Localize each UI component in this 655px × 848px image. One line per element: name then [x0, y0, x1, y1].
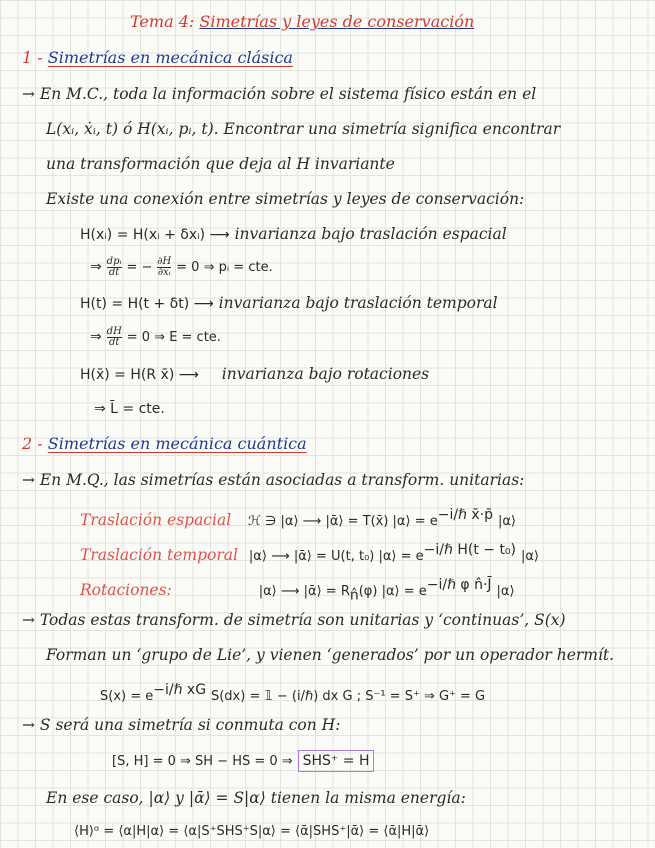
- equation-line: ⟨H⟩ᵅ = ⟨α|H|α⟩ = ⟨α|S⁺SHS⁺S|α⟩ = ⟨ᾱ|SHS⁺|ᾱ⟩ = ⟨ᾱ|H|ᾱ⟩: [74, 824, 430, 839]
- text-line: L(xᵢ, ẋᵢ, t) ó H(xᵢ, pᵢ, t). Encontrar una simetría significa encontrar: [46, 120, 561, 138]
- text-line: Forman un ‘grupo de Lie’, y vienen ‘generados’ por un operador hermít.: [46, 646, 615, 664]
- title-label: Tema 4:: [130, 12, 195, 31]
- text-line: → S será una simetría si conmuta con H:: [22, 716, 341, 734]
- text-line: → En M.C., toda la información sobre el sistema físico están en el: [22, 85, 537, 103]
- page-title: [130, 12, 474, 32]
- equation-line: [S, H] = 0 ⇒ SH − HS = 0 ⇒ SHS⁺ = H: [112, 750, 374, 772]
- text-line: → Todas estas transform. de simetría son unitarias y ‘continuas’, S(x): [22, 611, 566, 629]
- highlight-box: SHS⁺ = H: [298, 750, 375, 772]
- title-text: Simetrías y leyes de conservación: [199, 12, 475, 31]
- equation-line: Traslación espacial ℋ ∋ |α⟩ ⟶ |ᾱ⟩ = T(x̄) |α⟩ = $e^{-i/\hbar x̄\cdot p̄}$ |α⟩: [80, 507, 516, 530]
- equation-line: ⇒ L̄ = cte.: [94, 401, 165, 417]
- section-heading-1: [22, 48, 293, 68]
- equation-line: Rotaciones: |α⟩ ⟶ |ᾱ⟩ = $R_{n̂}(\varphi)$ |α⟩ = $e^{-i/\hbar \varphi n̂\cdot J̄}$ |α⟩: [80, 577, 515, 604]
- fraction: $\frac{dH}{dt}$: [106, 325, 122, 348]
- equation-line: $S(x) = e^{-i/\hbar xG}$ S(dx) = 𝟙 − (i/ℏ) dx G ; S⁻¹ = S⁺ ⇒ G⁺ = G: [100, 682, 486, 705]
- equation-line: H(x̄) = H(R x̄) ⟶ invarianza bajo rotaciones: [80, 365, 430, 383]
- section-title: Simetrías en mecánica clásica: [47, 48, 293, 67]
- equation-line: Traslación temporal |α⟩ ⟶ |ᾱ⟩ = U(t, t₀) |α⟩ = $e^{-i/\hbar H(t - t_0)}$ |α⟩: [80, 542, 539, 565]
- text-line: En ese caso, |α⟩ y |ᾱ⟩ = S|α⟩ tienen la misma energía:: [46, 789, 466, 807]
- section-title: Simetrías en mecánica cuántica: [47, 434, 307, 453]
- text-line: una transformación que deja al H invariante: [46, 155, 395, 173]
- text-line: → En M.Q., las simetrías están asociadas a transform. unitarias:: [22, 471, 525, 489]
- section-number: 2 -: [22, 434, 43, 453]
- section-number: 1 -: [22, 48, 43, 67]
- fraction: $\frac{\partial H}{\text{∂xᵢ}}$: [157, 255, 172, 278]
- equation-line: H(t) = H(t + δt) ⟶ invarianza bajo traslación temporal: [80, 294, 498, 312]
- fraction: $\frac{\text{dpᵢ}}{dt}$: [106, 255, 122, 278]
- text-line: Existe una conexión entre simetrías y leyes de conservación:: [46, 190, 525, 208]
- equation-line: ⇒ $\frac{dH}{dt}$ = 0 ⇒ E = cte.: [90, 325, 221, 348]
- section-heading-2: [22, 434, 307, 454]
- equation-line: H(xᵢ) = H(xᵢ + δxᵢ) ⟶ invarianza bajo traslación espacial: [80, 225, 507, 243]
- equation-line: ⇒ $\frac{\text{dpᵢ}}{dt}$ = − $\frac{\partial H}{\text{∂xᵢ}}$ = 0 ⇒ pᵢ = cte.: [90, 255, 273, 278]
